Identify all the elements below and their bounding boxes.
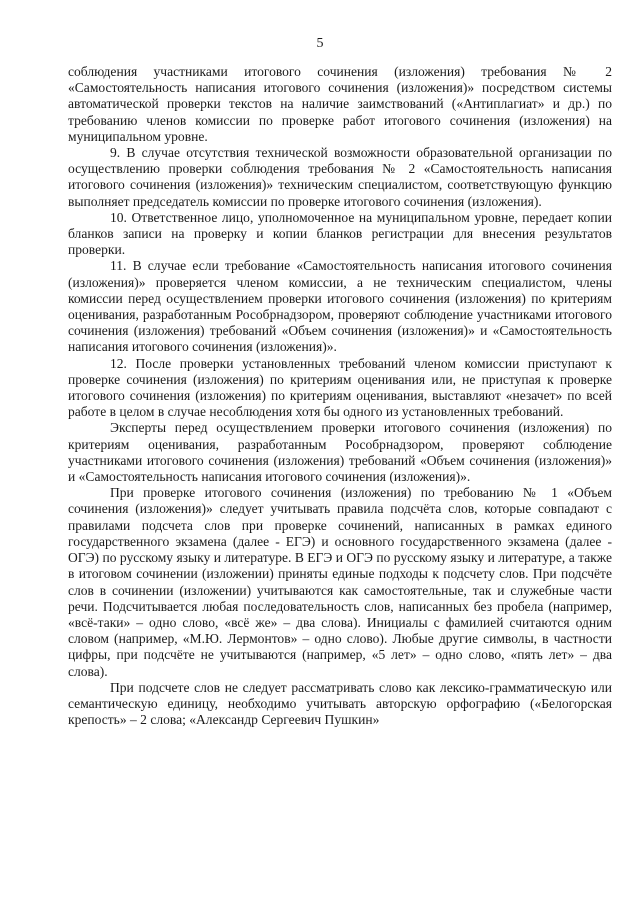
paragraph: 10. Ответственное лицо, уполномоченное на муниципальном уровне, передает копии бланков записи на проверку и копии бланков регистрации для внесения результатов проверки. bbox=[68, 209, 612, 258]
document-body bbox=[68, 64, 612, 728]
page-number: 5 bbox=[316, 36, 324, 51]
paragraph: соблюдения участниками итогового сочинения (изложения) требования № 2 «Самостоятельность написания итогового сочинения (изложения)» посредством системы автоматической проверки текстов на наличие заимствований («Антиплагиат» и др.) по требованию членов комиссии по проверке работ итогового сочинения (изложения) на муниципальном уровне. bbox=[68, 64, 612, 144]
paragraph: При подсчете слов не следует рассматривать слово как лексико-грамматическую или семантическую единицу, необходимо учитывать авторскую орфографию («Белогорская крепость» – 2 слова; «Александр Сергеевич Пушкин» bbox=[68, 679, 612, 728]
paragraph: 12. После проверки установленных требований членом комиссии приступают к проверке сочинения (изложения) по критериям оценивания или, не приступая к проверке итогового сочинения (изложения) по критериям оценивания, выставляют «незачет» по всей работе в целом в случае несоблюдения хотя бы одного из установленных требований. bbox=[68, 355, 612, 420]
paragraph: 11. В случае если требование «Самостоятельность написания итогового сочинения (изложения)» проверяется членом комиссии, а не техническим специалистом, члены комиссии перед осуществлением проверки итогового сочинения (изложения) по критериям оценивания, разработанным Рособрнадзором, проверяют соблюдение участниками итогового сочинения (изложения) требований «Объем сочинения (изложения)» и «Самостоятельность написания итогового сочинения (изложения)». bbox=[68, 258, 612, 355]
paragraph: При проверке итогового сочинения (изложения) по требованию № 1 «Объем сочинения (изложения)» следует учитывать правила подсчёта слов, которые совпадают с правилами подсчета слов при проверке сочинений, написанных в рамках единого государственного экзамена (далее - ЕГЭ) и основного государственного экзамена (далее - ОГЭ) по русскому языку и литературе. В ЕГЭ и ОГЭ по русскому языку и литературе, а также в итоговом сочинении (изложении) приняты единые подходы к подсчету слов. При подсчёте слов в сочинении (изложении) учитываются как самостоятельные, так и служебные части речи. Подсчитывается любая последовательность слов, написанных без пробела (например, «всё-таки» – одно слово, «всё же» – два слова). Инициалы с фамилией считаются одним словом (например, «М.Ю. Лермонтов» – одно слово). Любые другие символы, в частности цифры, при подсчёте не учитываются (например, «5 лет» – одно слово, «пять лет» – два слова). bbox=[68, 485, 612, 679]
paragraph: 9. В случае отсутствия технической возможности образовательной организации по осуществлению проверки соблюдения требования № 2 «Самостоятельность написания итогового сочинения (изложения)» техническим специалистом, соответствующую функцию выполняет председатель комиссии по проверке итогового сочинения (изложения). bbox=[68, 145, 612, 209]
paragraph: Эксперты перед осуществлением проверки итогового сочинения (изложения) по критериям оценивания, разработанным Рособрнадзором, проверяют соблюдение участниками итогового сочинения (изложения) требований «Объем сочинения (изложения)» и «Самостоятельность написания итогового сочинения (изложения)». bbox=[68, 420, 612, 485]
